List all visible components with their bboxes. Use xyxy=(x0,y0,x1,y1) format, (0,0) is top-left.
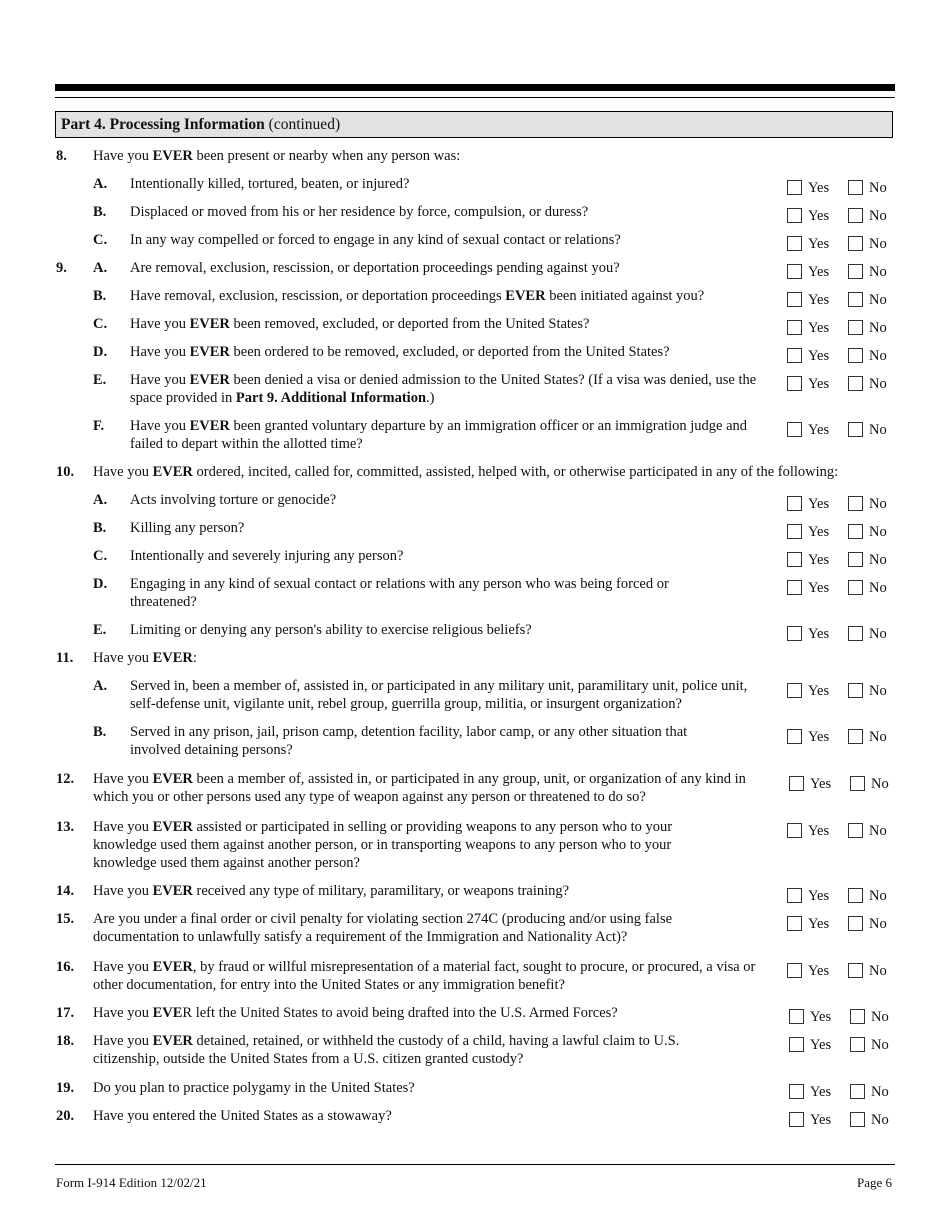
yes-checkbox[interactable]: Yes xyxy=(787,206,829,226)
yes-checkbox[interactable]: Yes xyxy=(787,420,829,440)
yes-checkbox[interactable]: Yes xyxy=(787,290,829,310)
yes-checkbox[interactable]: Yes xyxy=(789,774,831,794)
no-checkbox[interactable]: No xyxy=(848,821,887,841)
page-number: Page 6 xyxy=(856,1175,892,1190)
yes-checkbox[interactable]: Yes xyxy=(787,550,829,570)
part-header: Part 4. Processing Information (continued) xyxy=(55,111,893,138)
yes-checkbox[interactable]: Yes xyxy=(787,178,829,198)
no-checkbox[interactable]: No xyxy=(848,961,887,981)
no-checkbox[interactable]: No xyxy=(848,914,887,934)
form-edition: Form I-914 Edition 12/02/21 xyxy=(56,1175,207,1190)
no-checkbox[interactable]: No xyxy=(850,1082,889,1102)
yes-checkbox[interactable]: Yes xyxy=(787,346,829,366)
yes-checkbox[interactable]: Yes xyxy=(787,494,829,514)
no-checkbox[interactable]: No xyxy=(848,727,887,747)
yes-checkbox[interactable]: Yes xyxy=(787,727,829,747)
yes-checkbox[interactable]: Yes xyxy=(789,1110,831,1130)
yes-checkbox[interactable]: Yes xyxy=(789,1007,831,1027)
yes-checkbox[interactable]: Yes xyxy=(787,624,829,644)
no-checkbox[interactable]: No xyxy=(848,234,887,254)
yes-checkbox[interactable]: Yes xyxy=(787,262,829,282)
no-checkbox[interactable]: No xyxy=(848,886,887,906)
yes-checkbox[interactable]: Yes xyxy=(787,522,829,542)
yes-checkbox[interactable]: Yes xyxy=(787,374,829,394)
top-thin-rule xyxy=(55,97,895,98)
no-checkbox[interactable]: No xyxy=(848,290,887,310)
yes-checkbox[interactable]: Yes xyxy=(789,1035,831,1055)
no-checkbox[interactable]: No xyxy=(848,262,887,282)
no-checkbox[interactable]: No xyxy=(848,420,887,440)
footer-rule xyxy=(55,1164,895,1165)
no-checkbox[interactable]: No xyxy=(848,624,887,644)
no-checkbox[interactable]: No xyxy=(848,550,887,570)
yes-checkbox[interactable]: Yes xyxy=(787,681,829,701)
top-thick-rule xyxy=(55,84,895,91)
no-checkbox[interactable]: No xyxy=(848,346,887,366)
no-checkbox[interactable]: No xyxy=(848,318,887,338)
no-checkbox[interactable]: No xyxy=(848,178,887,198)
yes-checkbox[interactable]: Yes xyxy=(787,234,829,254)
no-checkbox[interactable]: No xyxy=(848,578,887,598)
yes-checkbox[interactable]: Yes xyxy=(787,578,829,598)
yes-checkbox[interactable]: Yes xyxy=(787,318,829,338)
no-checkbox[interactable]: No xyxy=(850,774,889,794)
yes-checkbox[interactable]: Yes xyxy=(787,914,829,934)
yes-checkbox[interactable]: Yes xyxy=(787,821,829,841)
yes-checkbox[interactable]: Yes xyxy=(789,1082,831,1102)
no-checkbox[interactable]: No xyxy=(848,522,887,542)
yes-checkbox[interactable]: Yes xyxy=(787,961,829,981)
no-checkbox[interactable]: No xyxy=(848,374,887,394)
no-checkbox[interactable]: No xyxy=(850,1035,889,1055)
no-checkbox[interactable]: No xyxy=(850,1007,889,1027)
no-checkbox[interactable]: No xyxy=(850,1110,889,1130)
no-checkbox[interactable]: No xyxy=(848,681,887,701)
no-checkbox[interactable]: No xyxy=(848,206,887,226)
yes-checkbox[interactable]: Yes xyxy=(787,886,829,906)
no-checkbox[interactable]: No xyxy=(848,494,887,514)
